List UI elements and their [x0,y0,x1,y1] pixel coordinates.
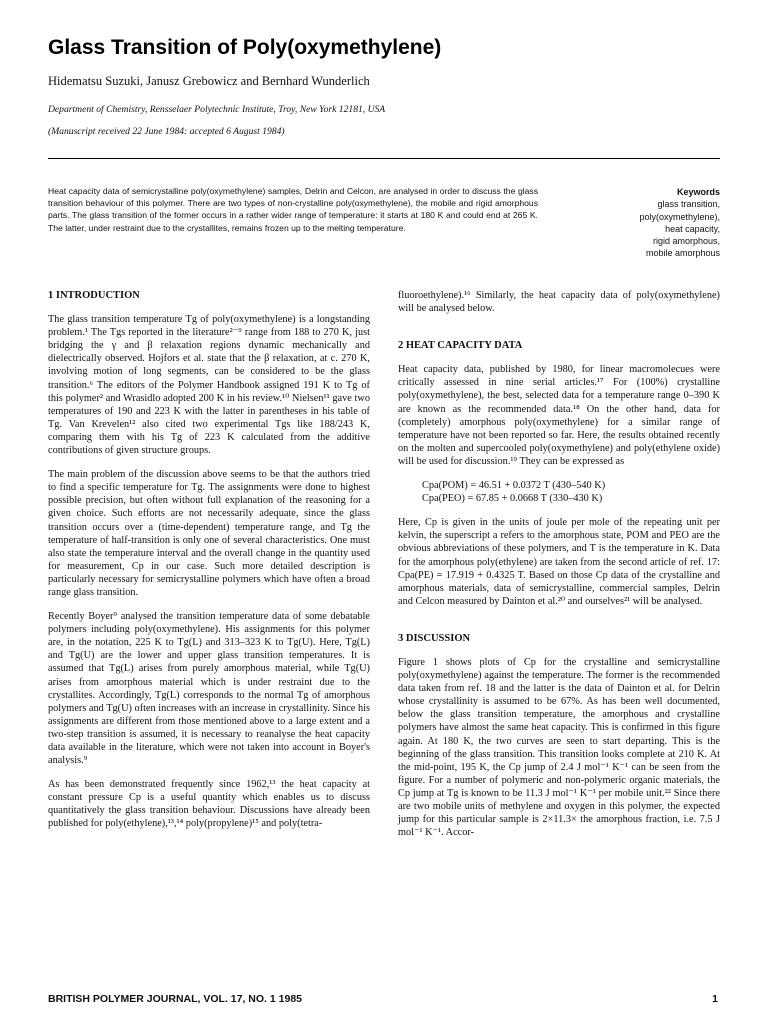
keyword: poly(oxymethylene), [639,211,720,222]
section-heading-introduction: 1 INTRODUCTION [48,290,140,301]
paragraph: As has been demonstrated frequently since 1962,¹³ the heat capacity at constant pressure Cp is a useful quantity which enables us to discuss quantitatively the glass transition behaviour. Discussions have already been published for poly(ethylene),¹³,¹⁴ poly(propylene)¹⁵ and poly(tetra- [48,779,370,830]
header-rule [48,158,720,159]
keyword: heat capacity, [665,223,720,234]
paragraph: Here, Cp is given in the units of joule per mole of the repeating unit per kelvin, the superscript a refers to the amorphous state, POM and PEO are the obvious abbreviations of these polymers, and T is the temperature in K. Data for the amorphous poly(ethylene) are taken from the second article of ref. 17: Cpa(PE) = 17.919 + 0.4325 T. Based on those Cp data of the crystalline and amorphous materials, data of semicrystalline, commercial samples, Delrin and Celcon measured by Dainton et al.²⁰ and ourselves²¹ will be analysed. [398,517,720,607]
keywords-box [560,186,720,260]
paragraph: The main problem of the discussion above seems to be that the authors tried to find a specific temperature for Tg. The assignments were done to highest possible precision, but often without full explanation of the reasoning for a given choice. Such efforts are not necessarily adequate, since the glass transition occurs over a (time-dependent) temperature range, and Tg the temperature of half-transition is only one of several characteristics. One must also state the temperature interval and the overall change in the quantity used for measurement, Cp in our case. Such more detailed description is particularly necessary for semicrystalline polymers which have often a broad range glass transition. [48,469,370,598]
paragraph: The glass transition temperature Tg of poly(oxymethylene) is a longstanding problem.¹ The Tgs reported in the literature²⁻⁹ range from 188 to 270 K, just bridging the γ and β relaxation regions dynamic mechanically and dielectrically observed. Hojfors et al. state that the β relaxation, at c. 270 K, involving motion of long segments, can be considered to be the glass transition.⁶ The editors of the Polymer Handbook assigned 191 K to Tg of this polymer² and Wrasidlo adopted 200 K in his review.¹⁰ Nielsen¹¹ gave two temperatures of 190 and 223 K with the latter in parentheses in his table of Tg. Van Krevelen¹² also cited two experimental Tgs like 188/243 K, comparing them with his Tg of 223 K calculated from the additive contributions of given structure groups. [48,314,370,457]
paragraph: Recently Boyer⁹ analysed the transition temperature data of some debatable polymers including poly(oxymethylene). His assignments for this polymer are, in the notation, 225 K to Tg(L) and 313–323 K to Tg(U). Here, Tg(L) and Tg(U) are the lower and upper glass transition temperatures. It is assumed that Tg(L) arises from purely amorphous material, while Tg(U) arises from amorphous material which is under restraint due to the crystallites. Accordingly, Tg(L) corresponds to the normal Tg of amorphous polymers and Tg(U) often increases with an increase in crystallinity. Since his assignments are different from those mentioned above to a large extent and a two-step transition is assumed, it is necessary to reanalyse the heat capacity data available in the literature, which were not taken into account in Boyer's analysis.⁹ [48,611,370,767]
paragraph: Heat capacity data, published by 1980, for linear macromolecues were critically assessed in nine serial articles.¹⁷ For (100%) crystalline poly(oxymethylene), the best, selected data for a temperature range 0–390 K are known as the recommended data.¹⁸ On the other hand, data for (completely) amorphous poly(oxymethylene) for a similar range of temperature have not been reported so far. Here, the results obtained recently on the molten and supercooled poly(oxymethylene) and poly(ethylene oxide) will be used for discussion.¹⁹ They can be expressed as [398,364,720,467]
page-number: 1 [712,993,718,1005]
paragraph: fluoroethylene).¹⁶ Similarly, the heat capacity data of poly(oxymethylene) will be analysed below. [398,290,720,315]
equation-pom: Cpa(POM) = 46.51 + 0.0372 T (430–540 K) [422,480,606,492]
paper-title: Glass Transition of Poly(oxymethylene) [48,36,442,59]
left-column [48,289,370,842]
equations [422,479,720,505]
keyword: rigid amorphous, [652,236,720,247]
manuscript-received: (Manuscript received 22 June 1984: accepted 6 August 1984) [48,126,285,137]
equation-peo: Cpa(PEO) = 67.85 + 0.0668 T (330–430 K) [422,493,603,505]
right-column [398,289,720,850]
keywords-heading: Keywords [676,187,720,197]
keyword: mobile amorphous [645,248,720,259]
authors: Hidematsu Suzuki, Janusz Grebowicz and Bernhard Wunderlich [48,74,370,88]
section-heading-discussion: 3 DISCUSSION [398,632,471,644]
abstract: Heat capacity data of semicrystalline poly(oxymethylene) samples, Delrin and Celcon, are analysed in order to discuss the glass transition behaviour of this polymer. There are two types of non-crystalline poly(oxymethylene), the mobile and rigid amorphous parts. The glass transition of the former occurs in a rather wider range of temperature: it starts at 180 K and could end at 265 K. The latter, under restraint due to the crystallites, remains frozen up to the melting temperature. [48,186,538,233]
affiliation: Department of Chemistry, Rensselaer Polytechnic Institute, Troy, New York 12181, USA [48,104,386,115]
footer-journal: BRITISH POLYMER JOURNAL, VOL. 17, NO. 1 1985 [48,993,303,1005]
keyword: glass transition, [657,199,720,210]
paragraph: Figure 1 shows plots of Cp for the crystalline and semicrystalline poly(oxymethylene) against the temperature. The former is the recommended data taken from ref. 18 and the latter is the data of Dainton et al. for Delrin whose crystallinity is assumed to be 67%. As has been well documented, below the glass transition temperature, the amorphous and crystalline polymers have almost the same heat capacity. This is confirmed in this figure again. At 180 K, the two curves are seen to start departing. This is the beginning of the glass transition. This transition looks complete at 210 K. At the mid-point, 195 K, the Cp jump of 2.4 J mol⁻¹ K⁻¹ can be seen from the figure. For a number of polymeric and non-polymeric organic materials, the Cp jump at Tg is known to be 11.3 J mol⁻¹ K⁻¹ per mobile unit.²² Since there are two mobile units of methylene and oxygen in this polymer, the expected jump for this particular sample is 2×11.3× the amorphous fraction, i.e. 7.5 J mol⁻¹ K⁻¹. Accor- [398,656,720,839]
section-heading-heat-capacity-data: 2 HEAT CAPACITY DATA [398,340,523,352]
